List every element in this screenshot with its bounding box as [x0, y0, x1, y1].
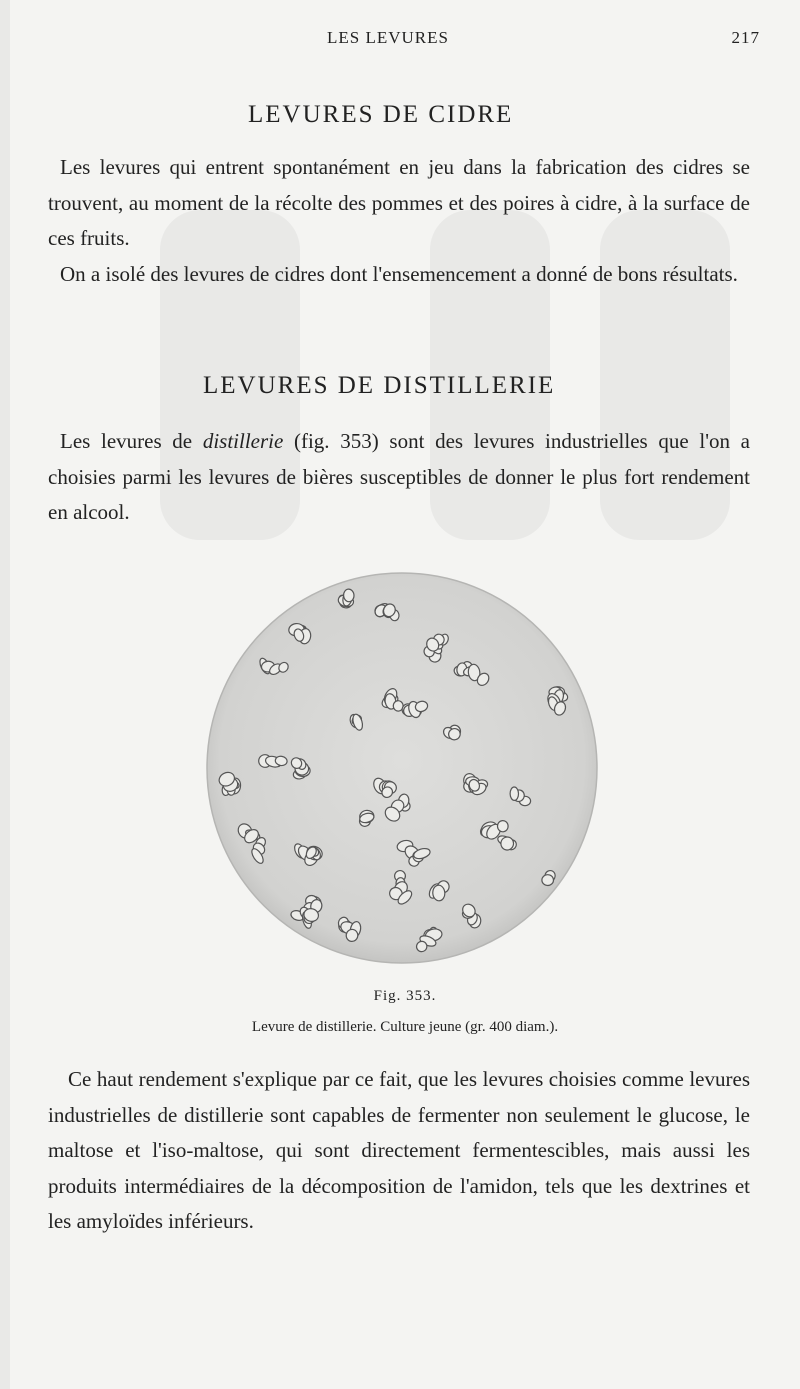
yeast-cell	[542, 875, 554, 886]
page-header	[10, 28, 800, 50]
yeast-cell	[497, 820, 508, 832]
paragraph-cidre-1: Les levures qui entrent spontanément en jeu dans la fabrication des cidres se trouvent, au moment de la récolte des pommes et des poires à cidre, à la surface de ces fruits.	[48, 155, 750, 250]
paragraph-distillerie-closing: Ce haut rendement s'explique par ce fait, que les levures choisies comme levures industrielles de distillerie sont capables de fermenter non seulement le glucose, le maltose et l'iso-maltose, qui sont directement fermentescibles, mais aussi les produits intermédiaires de la décomposition de l'amidon, tels que les dextrines et les amyloïdes inférieurs.	[48, 1067, 750, 1233]
section-heading-distillerie: LEVURES DE DISTILLERIE	[203, 372, 556, 399]
figure-caption: Levure de distillerie. Culture jeune (gr. 400 diam.).	[251, 1019, 559, 1035]
section-heading-cidre: LEVURES DE CIDRE	[248, 101, 514, 128]
yeast-cell	[510, 787, 519, 801]
running-title: LES LEVURES	[327, 28, 449, 47]
paragraph-cidre-2: On a isolé des levures de cidres dont l'ensemencement a donné de bons résultats.	[60, 262, 738, 286]
yeast-cell	[343, 589, 354, 602]
book-page	[10, 0, 800, 1389]
micrograph-figure	[205, 571, 599, 965]
page-number: 217	[731, 28, 760, 47]
intro-text-after: (fig. 353) sont des levures industrielles que l'on a choisies parmi les levures de bières susceptibles de donner le plus fort rendement en alcool.	[48, 429, 750, 524]
intro-text-before: Les levures de	[60, 429, 203, 453]
figure-label: Fig. 353.	[373, 988, 437, 1004]
paragraph-distillerie-intro	[48, 424, 750, 531]
intro-emphasis: distillerie	[202, 429, 284, 453]
yeast-micrograph-image	[205, 571, 599, 965]
